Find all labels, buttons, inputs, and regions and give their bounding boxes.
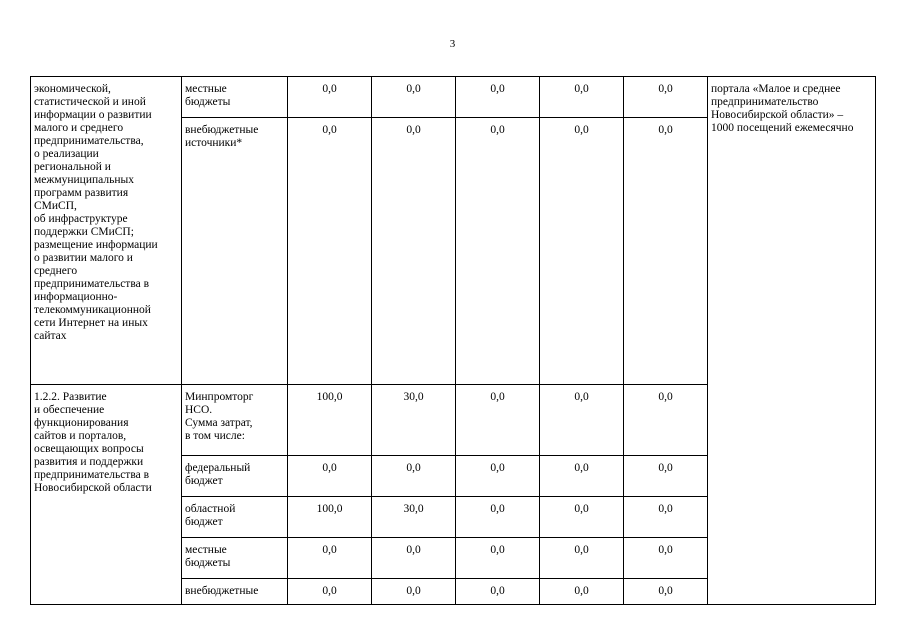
value-cell: 0,0 <box>372 579 456 605</box>
value-cell: 0,0 <box>456 497 540 538</box>
value-cell: 0,0 <box>288 538 372 579</box>
value-cell: 0,0 <box>456 456 540 497</box>
value-cell: 0,0 <box>288 579 372 605</box>
funding-source: внебюджетные источники* <box>182 118 288 385</box>
funding-source: местные бюджеты <box>182 538 288 579</box>
value-cell: 0,0 <box>624 579 708 605</box>
value-cell: 0,0 <box>540 579 624 605</box>
funding-source: Минпромторг НСО. Сумма затрат, в том числе: <box>182 385 288 456</box>
value-cell: 0,0 <box>540 456 624 497</box>
value-cell: 100,0 <box>288 497 372 538</box>
value-cell: 0,0 <box>540 77 624 118</box>
value-cell: 0,0 <box>456 579 540 605</box>
value-cell: 0,0 <box>456 118 540 385</box>
value-cell: 0,0 <box>456 77 540 118</box>
value-cell: 0,0 <box>456 385 540 456</box>
funding-source: местные бюджеты <box>182 77 288 118</box>
value-cell: 0,0 <box>372 538 456 579</box>
value-cell: 0,0 <box>624 118 708 385</box>
value-cell: 0,0 <box>540 538 624 579</box>
measures-table <box>30 76 876 605</box>
measure-description: 1.2.2. Развитие и обеспечение функционирования сайтов и порталов, освещающих вопросы развития и поддержки предпринимательства в Новосибирской области <box>31 385 182 605</box>
value-cell: 0,0 <box>624 538 708 579</box>
table-row <box>31 77 876 118</box>
funding-source: внебюджетные <box>182 579 288 605</box>
value-cell: 0,0 <box>372 118 456 385</box>
value-cell: 0,0 <box>624 385 708 456</box>
value-cell: 30,0 <box>372 385 456 456</box>
page-number: 3 <box>449 38 456 50</box>
value-cell: 0,0 <box>624 77 708 118</box>
value-cell: 0,0 <box>288 118 372 385</box>
value-cell: 0,0 <box>288 77 372 118</box>
measure-description: экономической, статистической и иной информации о развитии малого и среднего предпринимательства, о реализации региональной и межмуниципальных программ развития СМиСП, об инфраструктуре поддержки СМиСП; размещение информации о развитии малого и среднего предпринимательства в информационно- телекоммуникационной сети Интернет на иных сайтах <box>31 77 182 385</box>
value-cell: 30,0 <box>372 497 456 538</box>
value-cell: 0,0 <box>624 497 708 538</box>
value-cell: 0,0 <box>540 497 624 538</box>
funding-source: областной бюджет <box>182 497 288 538</box>
value-cell: 0,0 <box>288 456 372 497</box>
funding-source: федеральный бюджет <box>182 456 288 497</box>
value-cell: 0,0 <box>372 77 456 118</box>
value-cell: 0,0 <box>540 385 624 456</box>
value-cell: 0,0 <box>372 456 456 497</box>
value-cell: 0,0 <box>540 118 624 385</box>
value-cell: 100,0 <box>288 385 372 456</box>
value-cell: 0,0 <box>456 538 540 579</box>
expected-result: портала «Малое и среднее предпринимательство Новосибирской области» – 1000 посещений ежемесячно <box>708 77 876 605</box>
value-cell: 0,0 <box>624 456 708 497</box>
